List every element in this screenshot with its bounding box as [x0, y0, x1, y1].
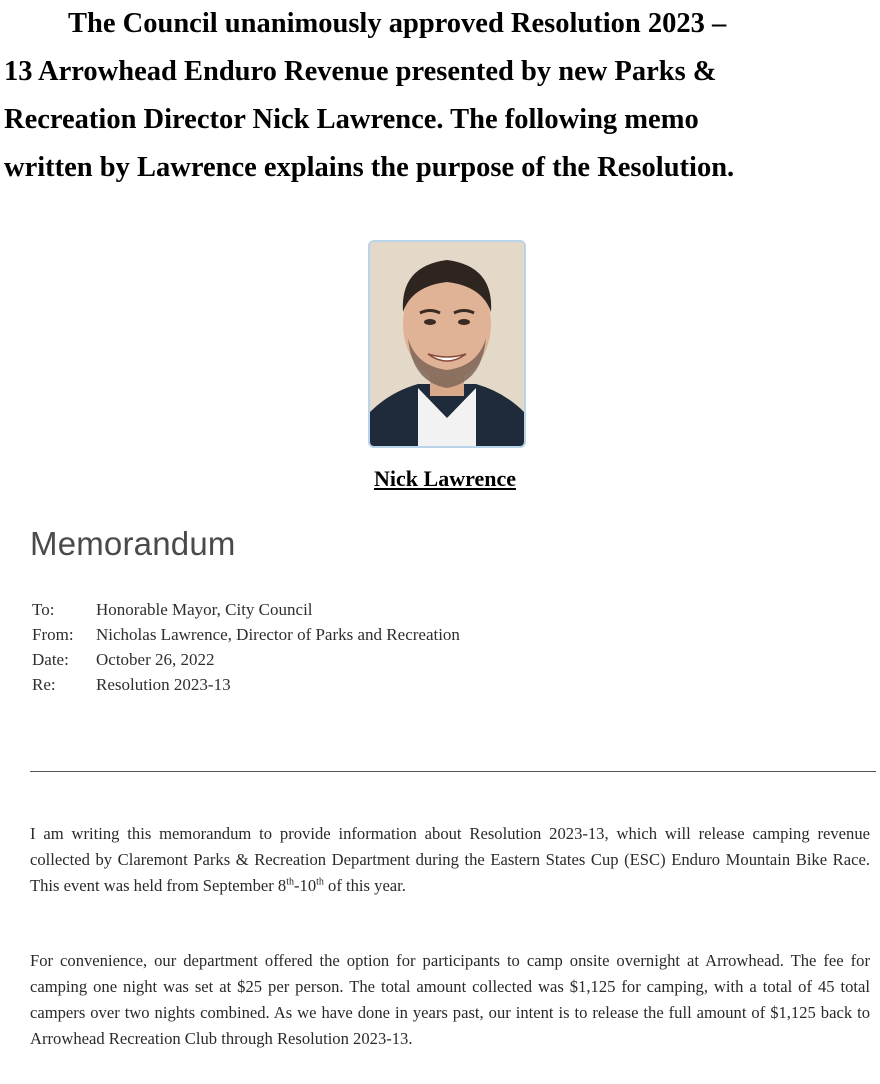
- intro-line-1: The Council unanimously approved Resolution 2023 –: [68, 8, 727, 39]
- memo-field-label: To:: [32, 600, 55, 619]
- memo-field-label: Date:: [32, 650, 69, 669]
- memo-field-to: [32, 597, 460, 622]
- memo-field-date: [32, 647, 460, 672]
- memo-header-fields: [32, 597, 460, 697]
- intro-line-3: Recreation Director Nick Lawrence. The following memo: [4, 104, 699, 135]
- intro-line-2: 13 Arrowhead Enduro Revenue presented by new Parks &: [4, 56, 717, 87]
- memo-field-label: Re:: [32, 675, 56, 694]
- memo-paragraph-1: I am writing this memorandum to provide information about Resolution 2023-13, which will release camping revenue collected by Claremont Parks & Recreation Department during the Eastern States Cup (ESC) Enduro Mountain Bike Race. This event was held from September 8th-10th of this year.: [30, 824, 870, 895]
- memo-field-from: [32, 622, 460, 647]
- memo-field-value: October 26, 2022: [96, 650, 215, 669]
- intro-paragraph: [4, 0, 878, 192]
- photo-caption: Nick Lawrence: [374, 466, 516, 491]
- memo-divider: [30, 771, 876, 772]
- portrait-photo: [368, 240, 526, 448]
- memo-field-label: From:: [32, 625, 74, 644]
- memo-field-value: Nicholas Lawrence, Director of Parks and Recreation: [96, 625, 460, 644]
- memo-field-value: Resolution 2023-13: [96, 675, 231, 694]
- memo-field-re: [32, 672, 460, 697]
- portrait-illustration: [370, 242, 524, 446]
- memo-field-value: Honorable Mayor, City Council: [96, 600, 313, 619]
- memo-title: Memorandum: [30, 525, 236, 562]
- intro-line-4: written by Lawrence explains the purpose of the Resolution.: [4, 152, 735, 183]
- memo-paragraph-2: For convenience, our department offered the option for participants to camp onsite overnight at Arrowhead. The fee for camping one night was set at $25 per person. The total amount collected was $1,125 for camping, with a total of 45 total campers over two nights combined. As we have done in years past, our intent is to release the full amount of $1,125 back to Arrowhead Recreation Club through Resolution 2023-13.: [30, 951, 870, 1048]
- memorandum: [0, 515, 880, 1084]
